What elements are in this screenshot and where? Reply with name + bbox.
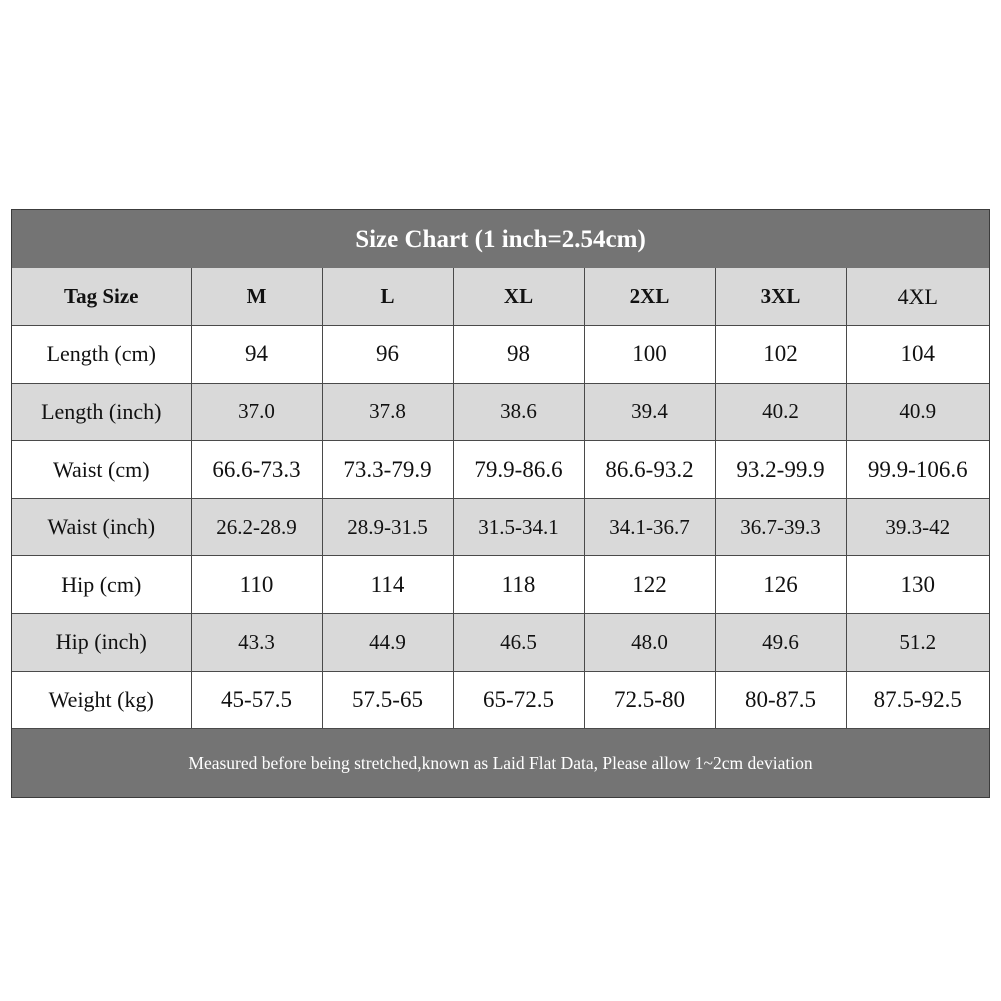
table-cell: 93.2-99.9 <box>715 441 846 499</box>
table-cell: 79.9-86.6 <box>453 441 584 499</box>
size-table <box>12 268 989 729</box>
measurement-note: Measured before being stretched,known as Laid Flat Data, Please allow 1~2cm deviation <box>12 729 989 797</box>
table-cell: 44.9 <box>322 614 453 672</box>
table-row <box>12 614 989 672</box>
table-cell: 130 <box>846 556 989 614</box>
table-cell: 96 <box>322 326 453 384</box>
header-label: Tag Size <box>12 268 191 326</box>
table-cell: 114 <box>322 556 453 614</box>
table-cell: 86.6-93.2 <box>584 441 715 499</box>
table-row <box>12 671 989 729</box>
table-cell: 40.2 <box>715 383 846 441</box>
table-cell: 39.3-42 <box>846 498 989 556</box>
table-cell: 102 <box>715 326 846 384</box>
table-cell: 94 <box>191 326 322 384</box>
row-label: Waist (inch) <box>12 498 191 556</box>
table-cell: 28.9-31.5 <box>322 498 453 556</box>
table-cell: 45-57.5 <box>191 671 322 729</box>
chart-title: Size Chart (1 inch=2.54cm) <box>12 210 989 268</box>
table-row <box>12 556 989 614</box>
table-cell: 36.7-39.3 <box>715 498 846 556</box>
row-label: Length (cm) <box>12 326 191 384</box>
table-cell: 57.5-65 <box>322 671 453 729</box>
table-cell: 31.5-34.1 <box>453 498 584 556</box>
table-cell: 66.6-73.3 <box>191 441 322 499</box>
table-cell: 48.0 <box>584 614 715 672</box>
table-cell: 38.6 <box>453 383 584 441</box>
table-cell: 99.9-106.6 <box>846 441 989 499</box>
table-cell: 49.6 <box>715 614 846 672</box>
table-row <box>12 383 989 441</box>
size-l: L <box>322 268 453 326</box>
table-cell: 51.2 <box>846 614 989 672</box>
size-4xl: 4XL <box>846 268 989 326</box>
table-cell: 26.2-28.9 <box>191 498 322 556</box>
table-cell: 37.8 <box>322 383 453 441</box>
table-cell: 46.5 <box>453 614 584 672</box>
size-chart <box>11 209 990 798</box>
size-2xl: 2XL <box>584 268 715 326</box>
table-cell: 34.1-36.7 <box>584 498 715 556</box>
table-cell: 72.5-80 <box>584 671 715 729</box>
header-row <box>12 268 989 326</box>
table-cell: 104 <box>846 326 989 384</box>
size-m: M <box>191 268 322 326</box>
row-label: Hip (cm) <box>12 556 191 614</box>
table-cell: 73.3-79.9 <box>322 441 453 499</box>
table-cell: 126 <box>715 556 846 614</box>
size-xl: XL <box>453 268 584 326</box>
table-row <box>12 441 989 499</box>
size-3xl: 3XL <box>715 268 846 326</box>
table-row <box>12 326 989 384</box>
table-cell: 98 <box>453 326 584 384</box>
table-cell: 110 <box>191 556 322 614</box>
table-cell: 43.3 <box>191 614 322 672</box>
table-cell: 65-72.5 <box>453 671 584 729</box>
row-label: Weight (kg) <box>12 671 191 729</box>
table-cell: 118 <box>453 556 584 614</box>
table-cell: 80-87.5 <box>715 671 846 729</box>
row-label: Waist (cm) <box>12 441 191 499</box>
table-cell: 39.4 <box>584 383 715 441</box>
table-cell: 122 <box>584 556 715 614</box>
table-cell: 100 <box>584 326 715 384</box>
table-cell: 40.9 <box>846 383 989 441</box>
table-cell: 87.5-92.5 <box>846 671 989 729</box>
row-label: Hip (inch) <box>12 614 191 672</box>
row-label: Length (inch) <box>12 383 191 441</box>
table-cell: 37.0 <box>191 383 322 441</box>
table-row <box>12 498 989 556</box>
